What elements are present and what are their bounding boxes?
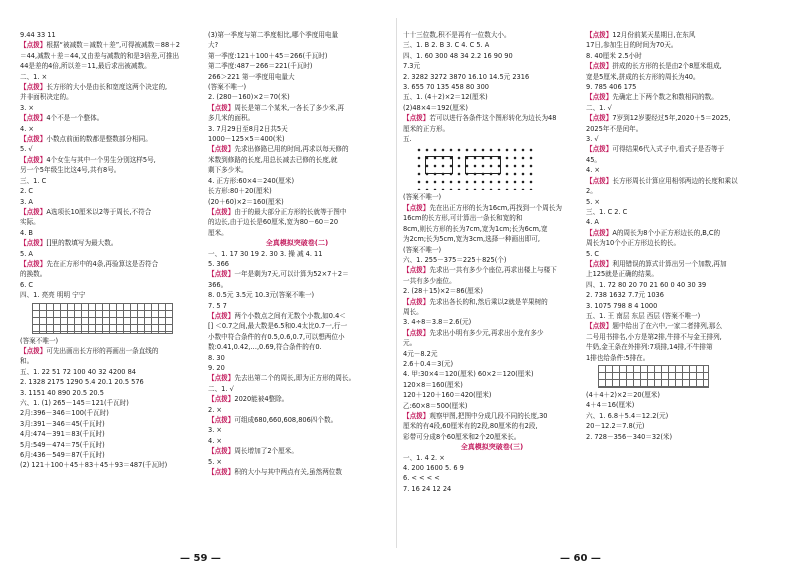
text-line: 【点拨】由于的最大部分正方形的长就等于图中 xyxy=(208,207,347,216)
text-line: 【点拨】先求出修路已用的时间,再求以每天修的 xyxy=(208,145,349,154)
section-heading: 全真模拟突破卷(三) xyxy=(460,443,524,452)
text-line: 2月:396－346＝100(千瓦时) xyxy=(20,409,109,418)
text-line: 【点拨】先去出第二个的周长,即为正方形的周长。 xyxy=(208,374,356,383)
text-line: 【点拨】长方形的大小是由长和宽度这两个决定的, xyxy=(20,83,168,92)
text-line: 9. 20 xyxy=(208,364,225,372)
hint-tag: 【点拨】 xyxy=(20,155,47,164)
hint-tag: 【点拨】 xyxy=(208,447,235,456)
text-line: 4. 甲:30×4＝120(厘米) 60×2＝120(厘米) xyxy=(403,370,534,379)
text-line: 一共有多少座位。 xyxy=(403,276,456,285)
text-line: (答案不唯一) xyxy=(20,336,59,345)
column-1 xyxy=(20,30,200,471)
text-line: 周长为10个小正方形边长的长。 xyxy=(586,239,681,248)
column-lines xyxy=(20,30,200,301)
text-line: 3. × xyxy=(208,426,222,435)
text-line: 7. 5 7 xyxy=(208,301,227,310)
text-line: 四、1. 72 80 20 70 21 60 0 40 30 39 xyxy=(586,280,707,289)
text-line: 大? xyxy=(208,41,219,50)
text-line: 7.3元 xyxy=(403,62,421,71)
text-line: 数:0.41,0.42,…,0.69,符合条件的有0. xyxy=(208,343,322,352)
text-line: 4元－8.2元 xyxy=(403,349,438,358)
text-line: 的换数。 xyxy=(20,270,47,279)
text-line: 4＋4＝16(厘米) xyxy=(586,401,635,410)
text-line: 第一季度:121＋100＋45＝266(千瓦时) xyxy=(208,51,328,60)
hint-tag: 【点拨】 xyxy=(586,176,613,185)
hint-tag: 【点拨】 xyxy=(208,416,235,425)
hint-tag: 【点拨】 xyxy=(20,239,47,248)
text-line: 【点拨】先在正方形中的4条,再验算这是否符合 xyxy=(20,259,159,268)
text-line: 厘米的有4段,60厘米有的2段,80厘米的有2段, xyxy=(403,422,538,431)
text-line: 二号用书排名,小方是第2排,牛排不与金王排列, xyxy=(586,332,722,341)
text-line: 6. C xyxy=(20,280,33,289)
hint-tag: 【点拨】 xyxy=(403,297,430,306)
text-line: 4. × xyxy=(208,436,222,445)
hint-tag: 【点拨】 xyxy=(20,259,47,268)
text-line: 第二季度:487－266＝221(千瓦时) xyxy=(208,62,313,71)
column-2 xyxy=(208,30,386,477)
text-line: 3. × xyxy=(20,103,34,112)
hint-tag: 【点拨】 xyxy=(586,259,613,268)
hint-tag: 【点拨】 xyxy=(208,468,235,477)
text-line: 2. 1328 2175 1290 5.4 20.1 20.5 576 xyxy=(20,378,144,387)
text-line: 9.44 33 11 xyxy=(20,31,56,39)
text-line: 实际。 xyxy=(20,218,40,227)
text-line: 【点拨】一年是剩为7天,可以计算为52×7＋2＝ xyxy=(208,270,349,279)
text-line: 一、1. 17 30 19 2. 30 3. 操 减 4. 11 xyxy=(208,249,323,258)
text-line: 三、1. B 2. B 3. C 4. C 5. A xyxy=(403,41,490,50)
hint-tag: 【点拨】 xyxy=(403,114,430,123)
text-line: 【点拨】根据“被减数＝减数＋差”,可得被减数＝88＋2 xyxy=(20,41,180,50)
hint-tag: 【点拨】 xyxy=(403,203,430,212)
column-lines xyxy=(20,336,200,471)
text-line: 3月:391－346＝45(千瓦时) xyxy=(20,419,105,428)
text-line: 【点拨】若可以进行各条件这个图形转化为边长为48 xyxy=(403,114,557,123)
text-line: 另一个5年级生比这4号,共有8号。 xyxy=(20,166,121,175)
rectangle-shape xyxy=(465,156,501,174)
text-line: 并非面积决定的。 xyxy=(20,93,73,102)
text-line: 【点拨】拼成的长方形的长是由2个8厘米组成, xyxy=(586,62,722,71)
hint-tag: 【点拨】 xyxy=(586,145,613,154)
text-line: 厘米。 xyxy=(208,228,228,237)
hint-tag: 【点拨】 xyxy=(208,103,235,112)
text-line: 十十三位数,积不是再有一位数大小。 xyxy=(403,31,511,39)
text-line: 【点拨】先确定上下两个数之和数相同的数。 xyxy=(586,93,718,102)
text-line: 【点拨】周长是第二个某米,一各长了多少米,再 xyxy=(208,103,345,112)
text-line: 4. A xyxy=(586,218,599,227)
column-lines xyxy=(586,390,776,442)
text-line: 2. C xyxy=(20,187,33,196)
hint-tag: 【点拨】 xyxy=(208,207,235,216)
text-line: (20＋60)×2＝160(厘米) xyxy=(208,197,284,206)
text-line: 一、1. 4 2. × xyxy=(403,453,445,462)
hint-tag: 【点拨】 xyxy=(586,114,613,123)
text-line: 二、1. √ xyxy=(586,103,612,112)
hint-tag: 【点拨】 xyxy=(586,62,613,71)
text-line: 【点拨】长方形周长计算应用相邻两边的长度和乘以 xyxy=(586,176,738,185)
text-line: 8. 30 xyxy=(208,353,225,362)
hint-tag: 【点拨】 xyxy=(586,31,613,39)
text-line: 4. × xyxy=(586,166,600,175)
text-line: 4. 200 1600 5. 6 9 xyxy=(403,464,464,473)
text-line: (答案不唯一) xyxy=(403,245,442,254)
square-shape xyxy=(425,156,453,174)
text-line: 366。 xyxy=(208,280,228,289)
text-line: 4. B xyxy=(20,228,33,237)
text-line: 4. × xyxy=(20,124,34,133)
text-line: 多几米的面积。 xyxy=(208,114,255,123)
text-line: (2)48×4＝192(厘米) xyxy=(403,103,468,112)
section-heading: 全真模拟突破卷(二) xyxy=(265,239,329,248)
text-line: 3. 4÷8＝3.8＝2.6(元) xyxy=(403,318,472,327)
text-line: 五. xyxy=(403,135,412,144)
grid-figure xyxy=(598,365,709,388)
text-line: 乙:60×8＝500(厘米) xyxy=(403,401,468,410)
text-line: 6. < < < < xyxy=(403,474,440,483)
text-line: 2. 3282 3272 3870 16.10 14.5元 2316 xyxy=(403,72,530,81)
text-line: 5. C xyxy=(586,249,599,258)
text-line: 5. × xyxy=(208,457,222,466)
text-line: 4月:474－391＝83(千瓦时) xyxy=(20,430,105,439)
text-line: 的边长,由于边长是60厘米,宽为80－60＝20 xyxy=(208,218,339,227)
text-line: 四、1. 60 300 48 34 2.2 16 90 90 xyxy=(403,51,513,60)
text-line: 五、1. 22 51 72 100 40 32 4200 84 xyxy=(20,367,136,376)
text-line: 周长。 xyxy=(403,307,423,316)
text-line: 【点拨】4个女生与其中一个男生分别这样5号, xyxy=(20,155,156,164)
text-line: 六、1. (1) 265－145＝121(千瓦时) xyxy=(20,399,129,407)
text-line: 266＞221 第一季度用电量大 xyxy=(208,72,295,81)
text-line: 2. (28＋15)×2＝86(厘米) xyxy=(403,287,483,296)
text-line: 【点拨】小数点前面的数都是整数部分相同。 xyxy=(20,135,152,144)
text-line: 45。 xyxy=(586,155,601,164)
text-line: 【点拨】先在出正方形的长为16cm,再找到一个周长为 xyxy=(403,203,563,212)
text-line: 【点拨】两个小数点之间有无数个小数,如0.4＜ xyxy=(208,311,346,320)
hint-tag: 【点拨】 xyxy=(20,41,47,50)
text-line: 厘米的正方形。 xyxy=(403,124,450,133)
text-line: 为2cm;长为5cm,宽为3cm,选择一种画出即可, xyxy=(403,235,540,244)
text-line: 上125就是正确的结果。 xyxy=(586,270,658,279)
text-line: 【点拨】先求出各长的和,然后乘以2就是苹果树的 xyxy=(403,297,548,306)
text-line: 宽是5厘米,拼成的长方形的周长为40。 xyxy=(586,72,700,81)
column-lines xyxy=(403,453,581,495)
hint-tag: 【点拨】 xyxy=(403,412,430,420)
text-line: 小数中符合条件的有0.5,0.6,0.7,可以想两位小 xyxy=(208,332,345,341)
text-line: 9. 785 406 175 xyxy=(586,83,637,92)
text-line: 17日,参加生日的时间为70天。 xyxy=(586,41,678,50)
text-line: 2. × xyxy=(208,405,222,414)
column-3 xyxy=(403,30,581,494)
hint-tag: 【点拨】 xyxy=(208,374,235,383)
text-line: 1排也给条件:5排在。 xyxy=(586,353,650,362)
text-line: 【点拨】可组成680,660,608,806四个数。 xyxy=(208,416,338,425)
text-line: 剩下多少米。 xyxy=(208,166,248,175)
text-line: 2。 xyxy=(586,187,597,196)
text-line: 【点拨】积的大小与其中两点有关,虽然两位数 xyxy=(208,468,342,477)
text-line: (4＋4＋2)×2＝20(厘米) xyxy=(586,391,660,399)
text-line: 120＋120＋160＝420(厘米) xyxy=(403,391,492,400)
column-lines xyxy=(403,30,581,144)
text-line: 【点拨】利用错误的算式计算出另一个加数,再加 xyxy=(586,259,727,268)
hint-tag: 【点拨】 xyxy=(586,322,613,331)
text-line: 三、1. C xyxy=(20,176,47,185)
hint-tag: 【点拨】 xyxy=(20,346,47,355)
text-line: 【点拨】[]里的数填写为最大数。 xyxy=(20,239,118,248)
text-line: 【点拨】12月份前某天星期日,在东风 xyxy=(586,31,696,39)
hint-tag: 【点拨】 xyxy=(403,266,430,275)
text-line: 4. 正方形:60×4＝240(厘米) xyxy=(208,176,295,185)
text-line: 【点拨】题中给出了在六中,一家二者排列,那么 xyxy=(586,322,723,331)
dot-grid-figure xyxy=(415,146,535,190)
text-line: 彩带可分成8个60厘米和2个20厘米长。 xyxy=(403,432,521,441)
hint-tag: 【点拨】 xyxy=(208,311,235,320)
hint-tag: 【点拨】 xyxy=(403,328,430,337)
text-line: 8cm,则长方形的长为7cm,宽为1cm;长为6cm,宽 xyxy=(403,224,548,233)
text-line: 二、1. √ xyxy=(208,384,234,393)
text-line: 120×8＝160(厘米) xyxy=(403,380,463,389)
text-line: 5月:549－474＝75(千瓦时) xyxy=(20,440,105,449)
page-divider xyxy=(396,18,397,548)
column-lines xyxy=(208,249,386,478)
text-line: 20－12.2＝7.8(元) xyxy=(586,422,645,431)
text-line: 7. 16 24 12 24 xyxy=(403,484,452,493)
text-line: 2. 728－356－340＝32(米) xyxy=(586,432,673,441)
text-line: 【点拨】观察甲图,把图中分成几段不同的长度,30 xyxy=(403,412,548,420)
text-line: 3. A xyxy=(20,197,33,206)
hint-tag: 【点拨】 xyxy=(208,270,235,279)
text-line: 五、1. 王 南层 东层 西层 (答案不唯一) xyxy=(586,311,701,320)
text-line: 元。 xyxy=(403,339,417,348)
text-line: 6月:436－549＝87(千瓦时) xyxy=(20,451,105,460)
text-line: 和。 xyxy=(20,357,34,366)
text-line: 3. 1151 40 890 20.5 20.5 xyxy=(20,388,104,397)
text-line: 5. 366 xyxy=(208,259,229,268)
hint-tag: 【点拨】 xyxy=(20,207,47,216)
text-line: 【点拨】先求出小明有多少元,再求出小龙有多少 xyxy=(403,328,544,337)
text-line: 米数到修路的长度,用总长减去已修的长度,就 xyxy=(208,155,338,164)
text-line: 16cm的长方形,可计算出一条长和宽的和 xyxy=(403,214,523,223)
text-line: 3. 655 70 135 458 80 300 xyxy=(403,83,489,92)
text-line: 44是差的4倍,所以差＝11,最后求出被减数。 xyxy=(20,62,151,71)
text-line: (3)第一季度与第二季度相比,哪个季度用电量 xyxy=(208,31,339,39)
text-line: 六、1. 255－375＝225＋825(个) xyxy=(403,255,507,264)
text-line: 8. 0.5元 3.5元 10.3元(答案不唯一) xyxy=(208,291,315,300)
text-line: 2025年不是闰年。 xyxy=(586,124,643,133)
column-lines xyxy=(403,192,581,442)
text-line: 2. (280－160)×2＝70(米) xyxy=(208,93,290,102)
text-line: 5. × xyxy=(586,197,600,206)
hint-tag: 【点拨】 xyxy=(208,395,235,404)
text-line: 3. √ xyxy=(586,135,599,144)
page-number-right: — 60 — xyxy=(560,553,601,564)
text-line: 三、1. C 2. C xyxy=(586,207,628,216)
text-line: 5. A xyxy=(20,249,33,258)
text-line: 【点拨】4个不是一个整体。 xyxy=(20,114,104,123)
hint-tag: 【点拨】 xyxy=(208,145,235,154)
text-line: 2. 738 1632 7.7元 1036 xyxy=(586,291,664,300)
column-lines xyxy=(208,30,386,238)
text-line: 1000－125×5＝400(米) xyxy=(208,135,285,144)
grid-figure xyxy=(32,303,173,334)
text-line: 二、1. × xyxy=(20,72,48,81)
hint-tag: 【点拨】 xyxy=(20,114,47,123)
hint-tag: 【点拨】 xyxy=(20,83,47,92)
text-line: 【点拨】先求出一共有多少个座位,再求出楼上与楼下 xyxy=(403,266,557,275)
text-line: 【点拨】A选项长10厘米以2等于周长,不符合 xyxy=(20,207,152,216)
text-line: ＝44,减数＋差＝44,又由差与减数的和是3倍差,可推出 xyxy=(20,51,180,60)
text-line: 5. √ xyxy=(20,145,33,154)
text-line: 四、1. 亮亮 明明 宁宁 xyxy=(20,291,86,300)
hint-tag: 【点拨】 xyxy=(20,135,47,144)
text-line: 3. 7月29日至8月2日共5天 xyxy=(208,124,288,133)
text-line: 【点拨】可得结果6代入式子中,看式子是否等于 xyxy=(586,145,725,154)
text-line: 3. 1075 798 8 4 1000 xyxy=(586,301,658,310)
column-4 xyxy=(586,30,776,442)
text-line: 五、1. (4＋2)×2＝12(厘米) xyxy=(403,93,488,102)
text-line: (2) 121＋100＋45＋83＋45＋93＝487(千瓦时) xyxy=(20,461,168,470)
text-line: 8. 40厘米 2.5小时 xyxy=(586,51,642,60)
text-line: 牛奶,金王条在外排列:7项排,14排,不牛排第 xyxy=(586,343,713,352)
text-line: 长方形:80＋20(厘米) xyxy=(208,187,272,196)
column-lines xyxy=(586,30,776,363)
text-line: 2.6＋0.4＝3(元) xyxy=(403,359,454,368)
page-number-left: — 59 — xyxy=(180,553,221,564)
text-line: 六、1. 6.8＋5.4＝12.2(元) xyxy=(586,411,669,420)
text-line: 【点拨】周长增加了2个厘米。 xyxy=(208,447,298,456)
text-line: 【点拨】可先出画出长方形的再画出一条直线的 xyxy=(20,346,159,355)
text-line: [] ＜0.7之间,最大数是6.5和0.4太比0.7一,行一 xyxy=(208,322,348,331)
text-line: 【点拨】A的周长为8个小正方形边长的,B,C的 xyxy=(586,228,721,237)
text-line: 【点拨】2020能被4整除。 xyxy=(208,395,289,404)
text-line: (答案不唯一) xyxy=(208,83,247,92)
text-line: 【点拨】7岁到12岁要经过5年,2020＋5＝2025, xyxy=(586,114,731,123)
hint-tag: 【点拨】 xyxy=(586,228,613,237)
hint-tag: 【点拨】 xyxy=(586,93,613,102)
text-line: (答案不唯一) xyxy=(403,193,442,202)
